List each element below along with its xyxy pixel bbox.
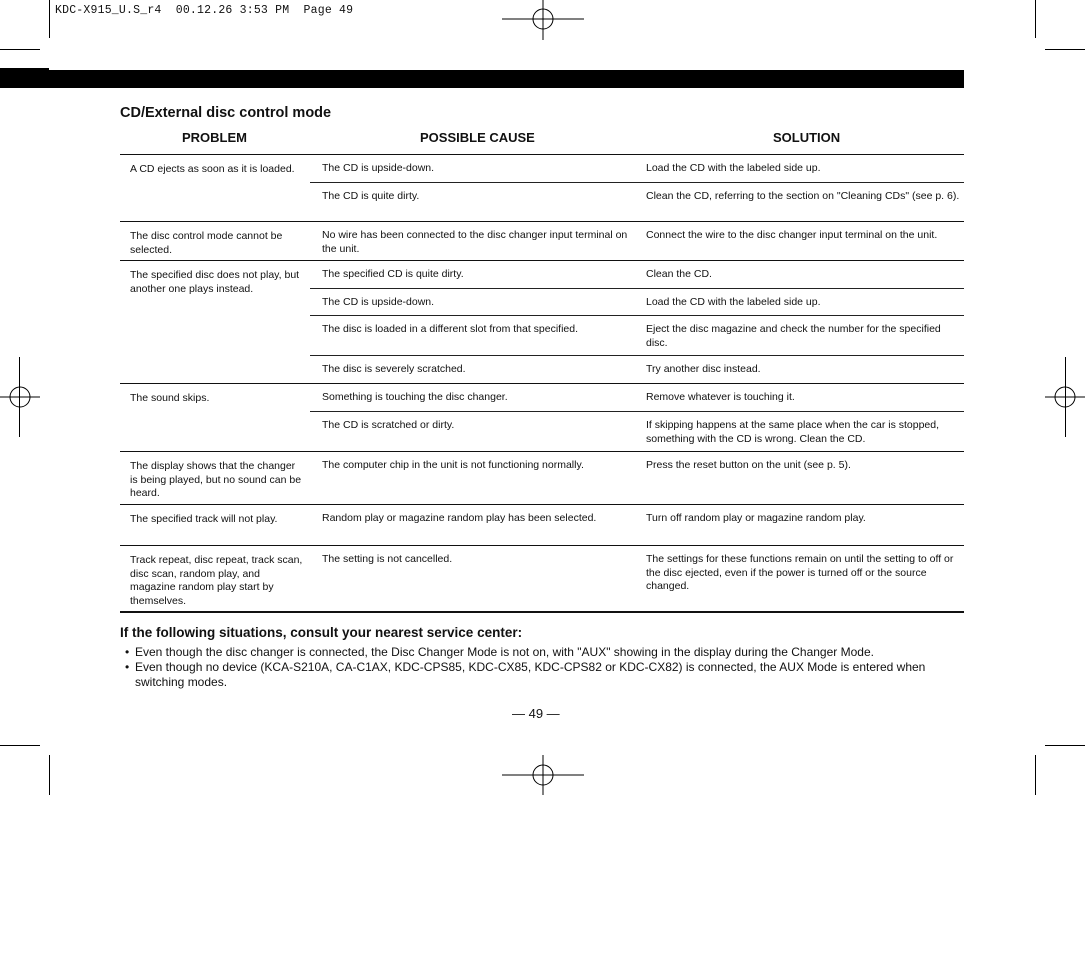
crop-mark-top-left-v (49, 0, 50, 38)
cause-cell: Random play or magazine random play has been selected. (310, 505, 644, 546)
cause-cell: Something is touching the disc changer. (310, 384, 644, 412)
table-row (120, 261, 964, 289)
solution-cell: Load the CD with the labeled side up. (644, 155, 964, 183)
bullet-text: Even though the disc changer is connected, the Disc Changer Mode is not on, with "AUX" showing in the display during the Changer Mode. (135, 645, 874, 659)
solution-cell: The settings for these functions remain on until the setting to off or the disc ejected, even if the power is turned off or the source changed. (644, 546, 964, 613)
crop-mark-bottom-right-v (1035, 755, 1036, 795)
column-header-problem: PROBLEM (182, 130, 247, 145)
solution-cell: Clean the CD. (644, 261, 964, 289)
problem-cell: The specified track will not play. (120, 505, 310, 546)
registration-mark-top (502, 0, 584, 40)
page-number: — 49 — (512, 706, 560, 721)
cause-cell: The CD is upside-down. (310, 155, 644, 183)
troubleshooting-table (120, 154, 964, 613)
file-info-header: KDC-X915_U.S_r4 00.12.26 3:53 PM Page 49 (55, 4, 354, 17)
solution-cell: Connect the wire to the disc changer input terminal on the unit. (644, 222, 964, 261)
solution-cell: Remove whatever is touching it. (644, 384, 964, 412)
cause-cell: The computer chip in the unit is not functioning normally. (310, 452, 644, 505)
problem-cell: The specified disc does not play, but another one plays instead. (120, 261, 310, 384)
cause-cell: The setting is not cancelled. (310, 546, 644, 613)
bullet-text: Even though no device (KCA-S210A, CA-C1AX, KDC-CPS85, KDC-CX85, KDC-CPS82 or KDC-CX82) is connected, the AUX Mode is entered when switching modes. (135, 660, 926, 689)
solution-cell: Try another disc instead. (644, 356, 964, 384)
cause-cell: The disc is loaded in a different slot from that specified. (310, 316, 644, 356)
crop-mark-top-right-h (1045, 49, 1085, 50)
header-band-tab (0, 68, 49, 88)
table-row (120, 546, 964, 613)
table-row (120, 222, 964, 261)
crop-mark-top-right-v (1035, 0, 1036, 38)
list-item (125, 660, 970, 690)
header-band (49, 70, 964, 88)
crop-mark-bottom-left-v (49, 755, 50, 795)
cause-cell: The CD is scratched or dirty. (310, 412, 644, 452)
cause-cell: The disc is severely scratched. (310, 356, 644, 384)
table-row (120, 452, 964, 505)
crop-mark-bottom-right-h (1045, 745, 1085, 746)
service-bullet-list (125, 645, 970, 690)
table-row (120, 155, 964, 183)
cause-cell: The specified CD is quite dirty. (310, 261, 644, 289)
bullet-dot: • (125, 660, 130, 674)
registration-mark-left (0, 377, 40, 417)
table-body (120, 155, 964, 613)
table-row (120, 505, 964, 546)
cause-cell: No wire has been connected to the disc changer input terminal on the unit. (310, 222, 644, 261)
solution-cell: If skipping happens at the same place when the car is stopped, something with the CD is wrong. Clean the CD. (644, 412, 964, 452)
crop-mark-top-left-h (0, 49, 40, 50)
table-row (120, 384, 964, 412)
solution-cell: Turn off random play or magazine random play. (644, 505, 964, 546)
section-title: CD/External disc control mode (120, 105, 332, 121)
crop-mark-bottom-left-h (0, 745, 40, 746)
solution-cell: Load the CD with the labeled side up. (644, 289, 964, 316)
registration-mark-right (1045, 377, 1085, 417)
solution-cell: Press the reset button on the unit (see p. 5). (644, 452, 964, 505)
cause-cell: The CD is upside-down. (310, 289, 644, 316)
problem-cell: The display shows that the changer is being played, but no sound can be heard. (120, 452, 310, 505)
column-header-solution: SOLUTION (773, 130, 841, 145)
problem-cell: A CD ejects as soon as it is loaded. (120, 155, 310, 222)
problem-cell: The sound skips. (120, 384, 310, 452)
problem-cell: The disc control mode cannot be selected. (120, 222, 310, 261)
list-item (125, 645, 970, 660)
problem-cell: Track repeat, disc repeat, track scan, disc scan, random play, and magazine random play start by themselves. (120, 546, 310, 613)
registration-mark-bottom (502, 755, 584, 795)
column-header-cause: POSSIBLE CAUSE (420, 130, 535, 145)
solution-cell: Eject the disc magazine and check the number for the specified disc. (644, 316, 964, 356)
service-center-title: If the following situations, consult your nearest service center: (120, 625, 523, 640)
cause-cell: The CD is quite dirty. (310, 183, 644, 222)
solution-cell: Clean the CD, referring to the section on "Cleaning CDs" (see p. 6). (644, 183, 964, 222)
bullet-dot: • (125, 645, 130, 659)
